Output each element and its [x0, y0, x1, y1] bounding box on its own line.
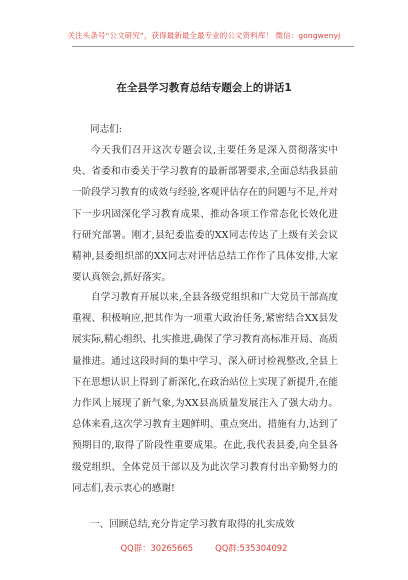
footer-contacts [0, 542, 408, 554]
document-title: 在全县学习教育总结专题会上的讲话1 [116, 82, 292, 94]
qq-group-1: QQ群：30265665 [120, 543, 194, 553]
section-heading: 一、回顾总结,充分肯定学习教育取得的扎实成效 [90, 519, 295, 530]
promo-banner: 关注头条号“公文研究”，获得最新最全最专业的公文资料库！ 微信：gongwenyj [67, 31, 341, 40]
paragraph: 今天我们召开这次专题会议,主要任务是深入贯彻落实中央、省委和市委关于学习教育的最新部署要求,全面总结我县前一阶段学习教育的成效与经验,客观评估存在的问题与不足,并对下一步巩固深化学习教育成果、推动各项工作常态化长效化进行研究部署。刚才,县纪委监委的XX同志传达了上级有关会议精神,县委组织部的XX同志对评估总结工作作了具体安排,大家要认真领会,抓好落实。 [72, 145, 338, 284]
qq-group-2: QQ群:535304092 [215, 543, 288, 553]
greeting: 同志们: [90, 124, 123, 135]
header-divider [72, 46, 354, 47]
paragraph: 自学习教育开展以来,全县各级党组织和广大党员干部高度重视、积极响应,把其作为一项重大政治任务,紧密结合XX县发展实际,精心组织、扎实推进,确保了学习教育高标准开局、高质量推进。通过这段时间的集中学习、深入研讨检视整改,全县上下在思想认识上得到了新深化,在政治站位上实现了新提升,在能力作风上展现了新气象,为XX县高质量发展注入了强大动力。总体来看,这次学习教育主题鲜明、重点突出、措施有力,达到了预期目的,取得了阶段性重要成果。在此,我代表县委,向全县各级党组织、全体党员干部以及为此次学习教育付出辛勤努力的同志们,表示衷心的感谢! [72, 292, 338, 494]
